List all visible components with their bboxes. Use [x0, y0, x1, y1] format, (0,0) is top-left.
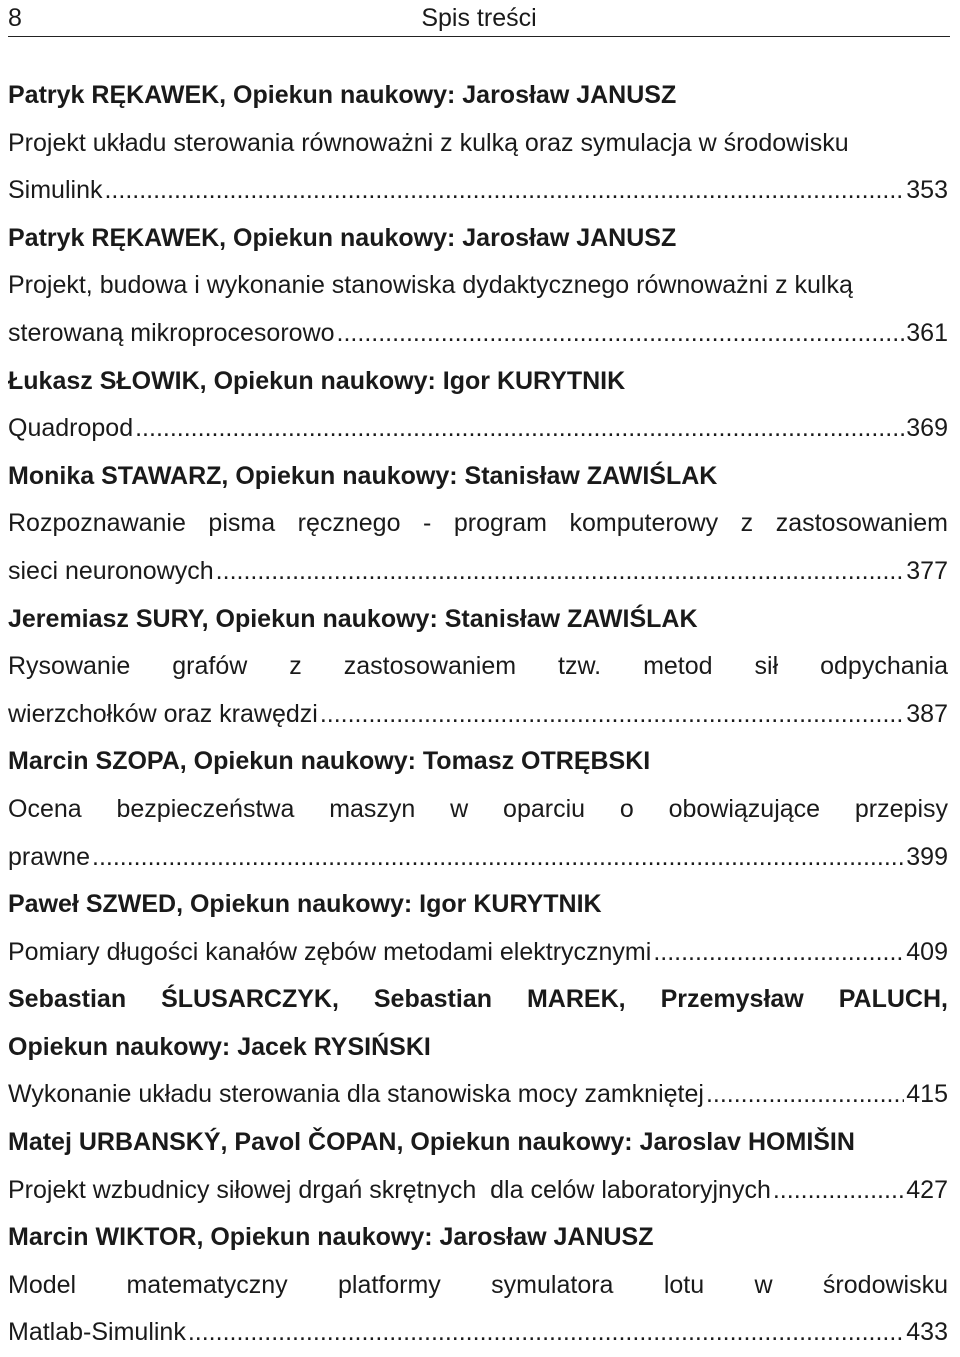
entry-page-number: 427 [906, 1175, 948, 1204]
toc-entry[interactable] [8, 1214, 948, 1357]
entry-author: Paweł SZWED, Opiekun naukowy: Igor KURYTNIK [8, 890, 602, 919]
entry-leader-line [8, 834, 948, 882]
entry-leader-line [8, 1309, 948, 1357]
dot-leader [706, 1071, 904, 1119]
entry-leader-line [8, 405, 948, 453]
entry-author: Jeremiasz SURY, Opiekun naukowy: Stanisław ZAWIŚLAK [8, 604, 698, 633]
table-of-contents [8, 72, 948, 1357]
entry-page-number: 399 [906, 842, 948, 871]
dot-leader [104, 167, 904, 215]
entry-leader-line [8, 929, 948, 977]
entry-title-end: prawne [8, 842, 90, 871]
toc-entry[interactable] [8, 72, 948, 215]
entry-page-number: 415 [906, 1080, 948, 1109]
entry-author: Marcin SZOPA, Opiekun naukowy: Tomasz OTRĘBSKI [8, 747, 651, 776]
entry-page-number: 433 [906, 1318, 948, 1347]
toc-entry[interactable] [8, 976, 948, 1119]
entry-page-number: 361 [906, 318, 948, 347]
entry-title-end: wierzchołków oraz krawędzi [8, 699, 318, 728]
entry-title-end: Simulink [8, 176, 103, 205]
entry-title-end: Wykonanie układu sterowania dla stanowiska mocy zamkniętej [8, 1080, 704, 1109]
entry-page-number: 387 [906, 699, 948, 728]
entry-title-end: Matlab-Simulink [8, 1318, 186, 1347]
entry-title: Rozpoznawanie pisma ręcznego - program komputerowy z zastosowaniem [8, 509, 948, 538]
dot-leader [653, 929, 904, 977]
page-header [8, 0, 950, 37]
dot-leader [188, 1309, 904, 1357]
entry-leader-line [8, 691, 948, 739]
dot-leader [773, 1167, 904, 1215]
entry-leader-line [8, 310, 948, 358]
entry-leader-line [8, 1167, 948, 1215]
dot-leader [135, 405, 904, 453]
toc-entry[interactable] [8, 738, 948, 881]
toc-entry[interactable] [8, 1119, 948, 1214]
entry-page-number: 409 [906, 937, 948, 966]
entry-page-number: 353 [906, 176, 948, 205]
entry-author: Matej URBANSKÝ, Pavol ČOPAN, Opiekun naukowy: Jaroslav HOMIŠIN [8, 1128, 855, 1157]
entry-leader-line [8, 1071, 948, 1119]
toc-entry[interactable] [8, 453, 948, 596]
entry-title: Ocena bezpieczeństwa maszyn w oparciu o obowiązujące przepisy [8, 794, 948, 823]
toc-entry[interactable] [8, 215, 948, 358]
entry-author: Sebastian ŚLUSARCZYK, Sebastian MAREK, Przemysław PALUCH, [8, 985, 948, 1014]
dot-leader [92, 834, 904, 882]
entry-title-end: sieci neuronowych [8, 556, 214, 585]
entry-page-number: 369 [906, 414, 948, 443]
entry-title: Projekt, budowa i wykonanie stanowiska dydaktycznego równoważni z kulką [8, 271, 853, 300]
entry-title-end: Pomiary długości kanałów zębów metodami elektrycznymi [8, 937, 652, 966]
entry-author: Łukasz SŁOWIK, Opiekun naukowy: Igor KURYTNIK [8, 366, 626, 395]
entry-author: Monika STAWARZ, Opiekun naukowy: Stanisław ZAWIŚLAK [8, 461, 718, 490]
entry-author-continued: Opiekun naukowy: Jacek RYSIŃSKI [8, 1032, 431, 1061]
entry-title-end: sterowaną mikroprocesorowo [8, 318, 335, 347]
entry-title: Projekt układu sterowania równoważni z kulką oraz symulacja w środowisku [8, 128, 849, 157]
running-title: Spis treści [421, 4, 537, 32]
entry-author: Patryk RĘKAWEK, Opiekun naukowy: Jarosław JANUSZ [8, 223, 677, 252]
entry-title: Rysowanie grafów z zastosowaniem tzw. metod sił odpychania [8, 652, 948, 681]
page-number: 8 [8, 4, 22, 32]
toc-entry[interactable] [8, 596, 948, 739]
entry-leader-line [8, 167, 948, 215]
toc-entry[interactable] [8, 358, 948, 453]
dot-leader [337, 310, 905, 358]
entry-author: Marcin WIKTOR, Opiekun naukowy: Jarosław JANUSZ [8, 1223, 654, 1252]
entry-leader-line [8, 548, 948, 596]
entry-page-number: 377 [906, 556, 948, 585]
entry-title: Model matematyczny platformy symulatora lotu w środowisku [8, 1270, 948, 1299]
entry-author: Patryk RĘKAWEK, Opiekun naukowy: Jarosław JANUSZ [8, 81, 677, 109]
dot-leader [216, 548, 905, 596]
entry-title-end: Projekt wzbudnicy siłowej drgań skrętnych dla celów laboratoryjnych [8, 1175, 771, 1204]
entry-title-end: Quadropod [8, 414, 134, 443]
dot-leader [320, 691, 904, 739]
toc-entry[interactable] [8, 881, 948, 976]
